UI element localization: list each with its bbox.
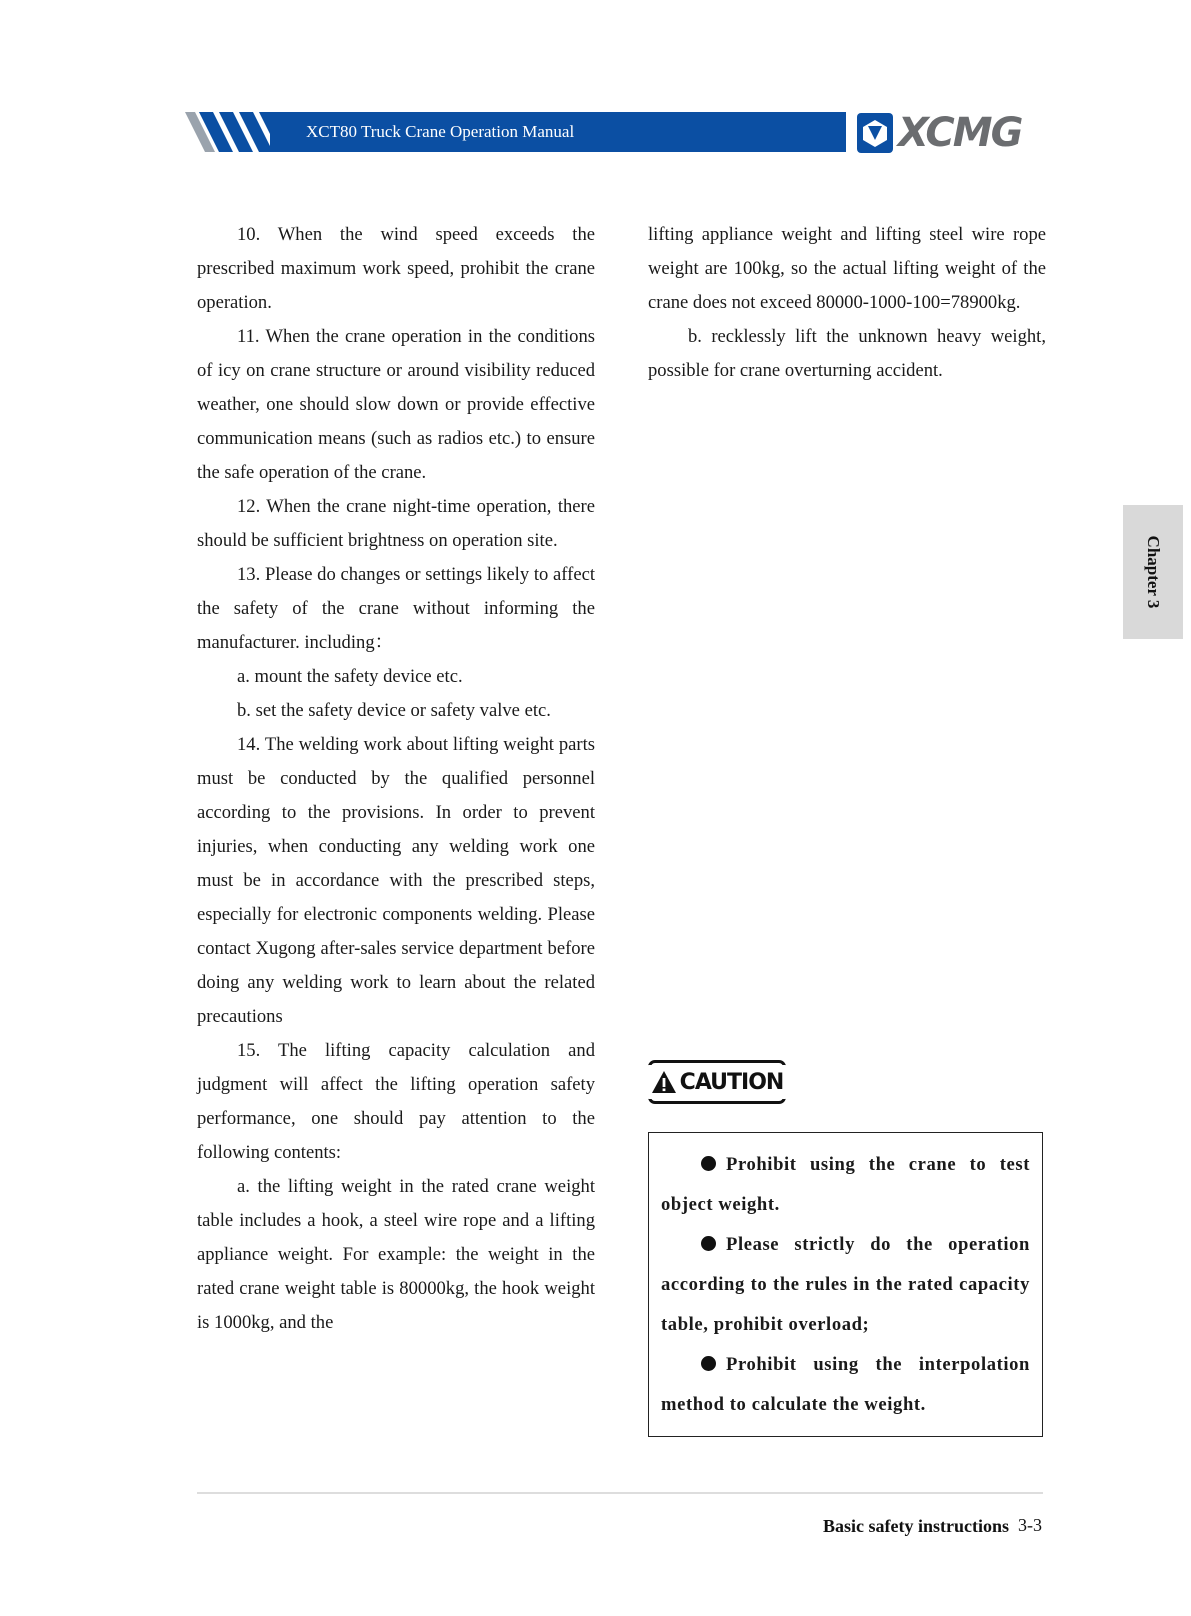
paragraph-13: 13. Please do changes or settings likely to affect the safety of the crane without informing the manufacturer. including： [197, 564, 595, 653]
xcmg-logo [856, 110, 1046, 156]
header-stripes [185, 112, 280, 152]
paragraph-15a-continued: lifting appliance weight and lifting steel wire rope weight are 100kg, so the actual lifting weight of the crane does not exceed 80000-1000-100=78900kg. [648, 224, 1046, 313]
page-number: 3-3 [1018, 1515, 1042, 1535]
left-column [197, 218, 595, 1340]
paragraph-10: 10. When the wind speed exceeds the prescribed maximum work speed, prohibit the crane operation. [197, 224, 595, 313]
caution-box [648, 1132, 1043, 1437]
bullet-icon [701, 1236, 716, 1251]
caution-item: Please strictly do the operation according to the rules in the rated capacity table, prohibit overload; [661, 1234, 1030, 1335]
warning-triangle-icon [651, 1070, 677, 1094]
chapter-tab [1123, 505, 1183, 639]
footer-rule [197, 1492, 1043, 1494]
paragraph-11: 11. When the crane operation in the conditions of icy on crane structure or around visibility reduced weather, one should slow down or provide effective communication means (such as radios etc.) to ensure the safe operation of the crane. [197, 326, 595, 483]
header-title: XCT80 Truck Crane Operation Manual [270, 112, 846, 152]
caution-label: CAUTION [679, 1069, 784, 1095]
paragraph-15a: a. the lifting weight in the rated crane weight table includes a hook, a steel wire rope and a lifting appliance weight. For example: the weight in the rated crane weight table is 80000kg, the hook weight is 1000kg, and the [197, 1176, 595, 1333]
paragraph-12: 12. When the crane night-time operation, there should be sufficient brightness on operation site. [197, 496, 595, 551]
paragraph-15: 15. The lifting capacity calculation and judgment will affect the lifting operation safety performance, one should pay attention to the following contents: [197, 1040, 595, 1163]
caution-item: Prohibit using the interpolation method to calculate the weight. [661, 1354, 1030, 1415]
paragraph-13a: a. mount the safety device etc. [237, 666, 463, 687]
chapter-tab-label: Chapter 3 [1144, 535, 1163, 609]
paragraph-13b: b. set the safety device or safety valve etc. [237, 700, 551, 721]
caution-item: Prohibit using the crane to test object weight. [661, 1154, 1030, 1215]
xcmg-logo-icon [856, 112, 894, 154]
footer-section-title: Basic safety instructions [823, 1516, 1009, 1536]
paragraph-15b: b. recklessly lift the unknown heavy weight, possible for crane overturning accident. [648, 326, 1046, 381]
logo-text: XCMG [898, 110, 1022, 156]
caution-badge [648, 1060, 786, 1104]
bullet-icon [701, 1156, 716, 1171]
right-column [648, 218, 1046, 388]
paragraph-14: 14. The welding work about lifting weight parts must be conducted by the qualified personnel according to the provisions. In order to prevent injuries, when conducting any welding work one must be in accordance with the prescribed steps, especially for electronic components welding. Please contact Xugong after-sales service department before doing any welding work to learn about the related precautions [197, 734, 595, 1027]
bullet-icon [701, 1356, 716, 1371]
